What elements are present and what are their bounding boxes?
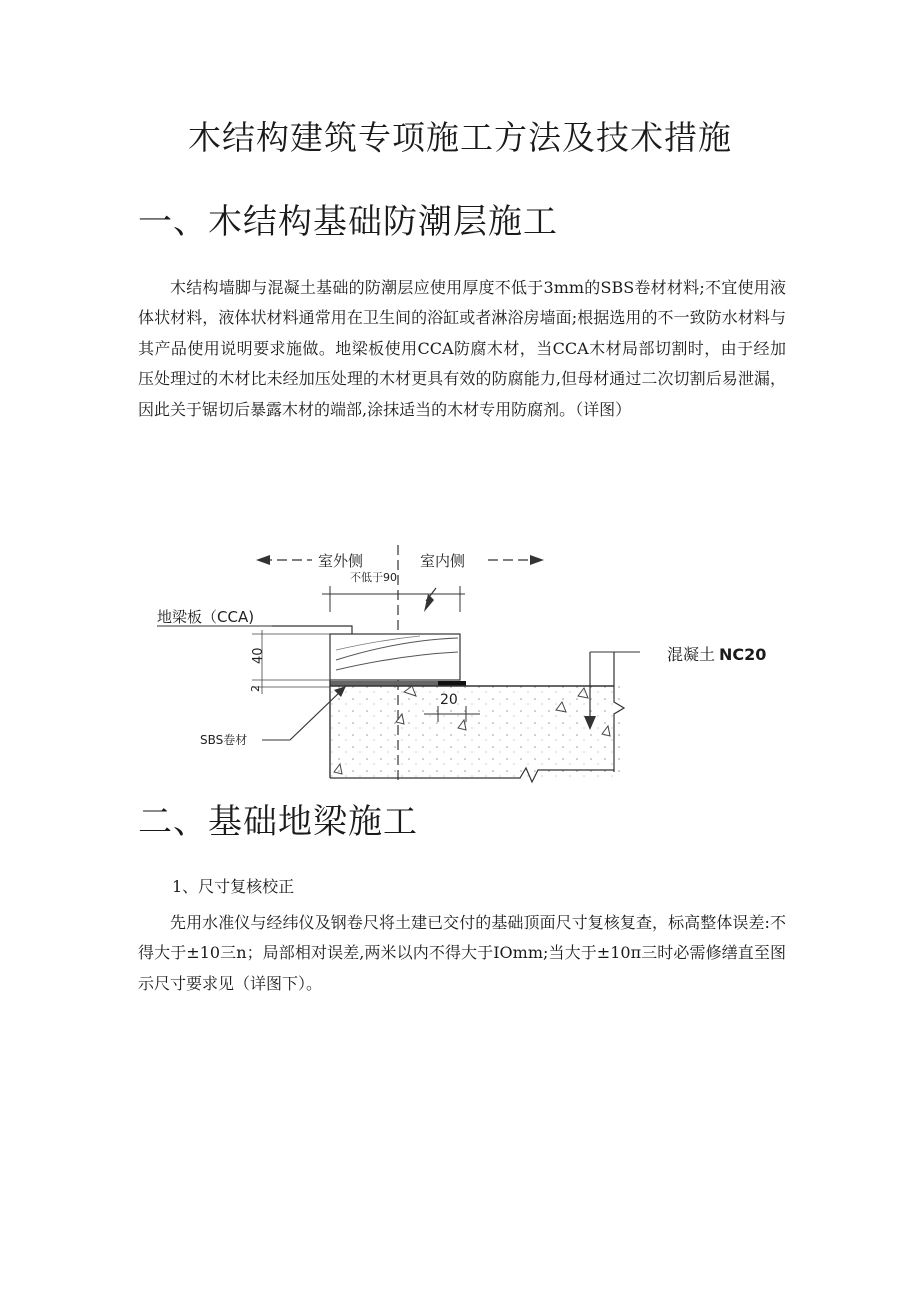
dim-40: 40	[251, 647, 266, 664]
concrete-label: 混凝土 NC20	[667, 645, 767, 664]
arrow-up-icon	[424, 594, 434, 612]
dim-20: 20	[440, 692, 458, 708]
concrete-foundation	[330, 686, 620, 778]
label-sbs: SBS卷材	[200, 733, 248, 747]
section-2-heading: 二、基础地梁施工	[138, 802, 418, 842]
arrow-right-icon	[530, 555, 544, 565]
section-1-heading: 一、木结构基础防潮层施工	[138, 202, 558, 242]
document-title: 木结构建筑专项施工方法及技术措施	[188, 118, 732, 157]
label-sill-plate: 地梁板（CCA)	[157, 608, 255, 626]
arrow-left-icon	[256, 555, 270, 565]
label-inside: 室内侧	[420, 552, 466, 570]
section-2-subheading: 1、尺寸复核校正	[172, 877, 295, 896]
concrete-grade: NC20	[719, 645, 767, 664]
label-min-90: 不低于90	[350, 571, 397, 584]
section-1-paragraph: 木结构墙脚与混凝土基础的防潮层应使用厚度不低于3mm的SBS卷材材料;不宜使用液体状材料，液体状材料通常用在卫生间的浴缸或者淋浴房墙面;根据选用的不一致防水材料与其产品使用说明要求施做。地梁板使用CCA防腐木材，当CCA木材局部切割时，由于经加压处理过的木材比未经加压处理的木材更具有效的防腐能力,但母材通过二次切割后易泄漏，因此关于锯切后暴露木材的端部,涂抹适当的木材专用防腐剂。（详图）	[138, 278, 786, 419]
label-outside: 室外侧	[318, 552, 364, 570]
sill-plate	[330, 634, 460, 680]
dim-2: 2	[249, 685, 262, 692]
moisture-barrier-diagram	[150, 538, 640, 788]
section-2-paragraph: 先用水准仪与经纬仪及钢卷尺将土建已交付的基础顶面尺寸复核复查，标高整体误差:不得大于±10三n；局部相对误差,两米以内不得大于IOmm;当大于±10π三时必需修缮直至图示尺寸要求见（详图下）。	[138, 913, 786, 993]
